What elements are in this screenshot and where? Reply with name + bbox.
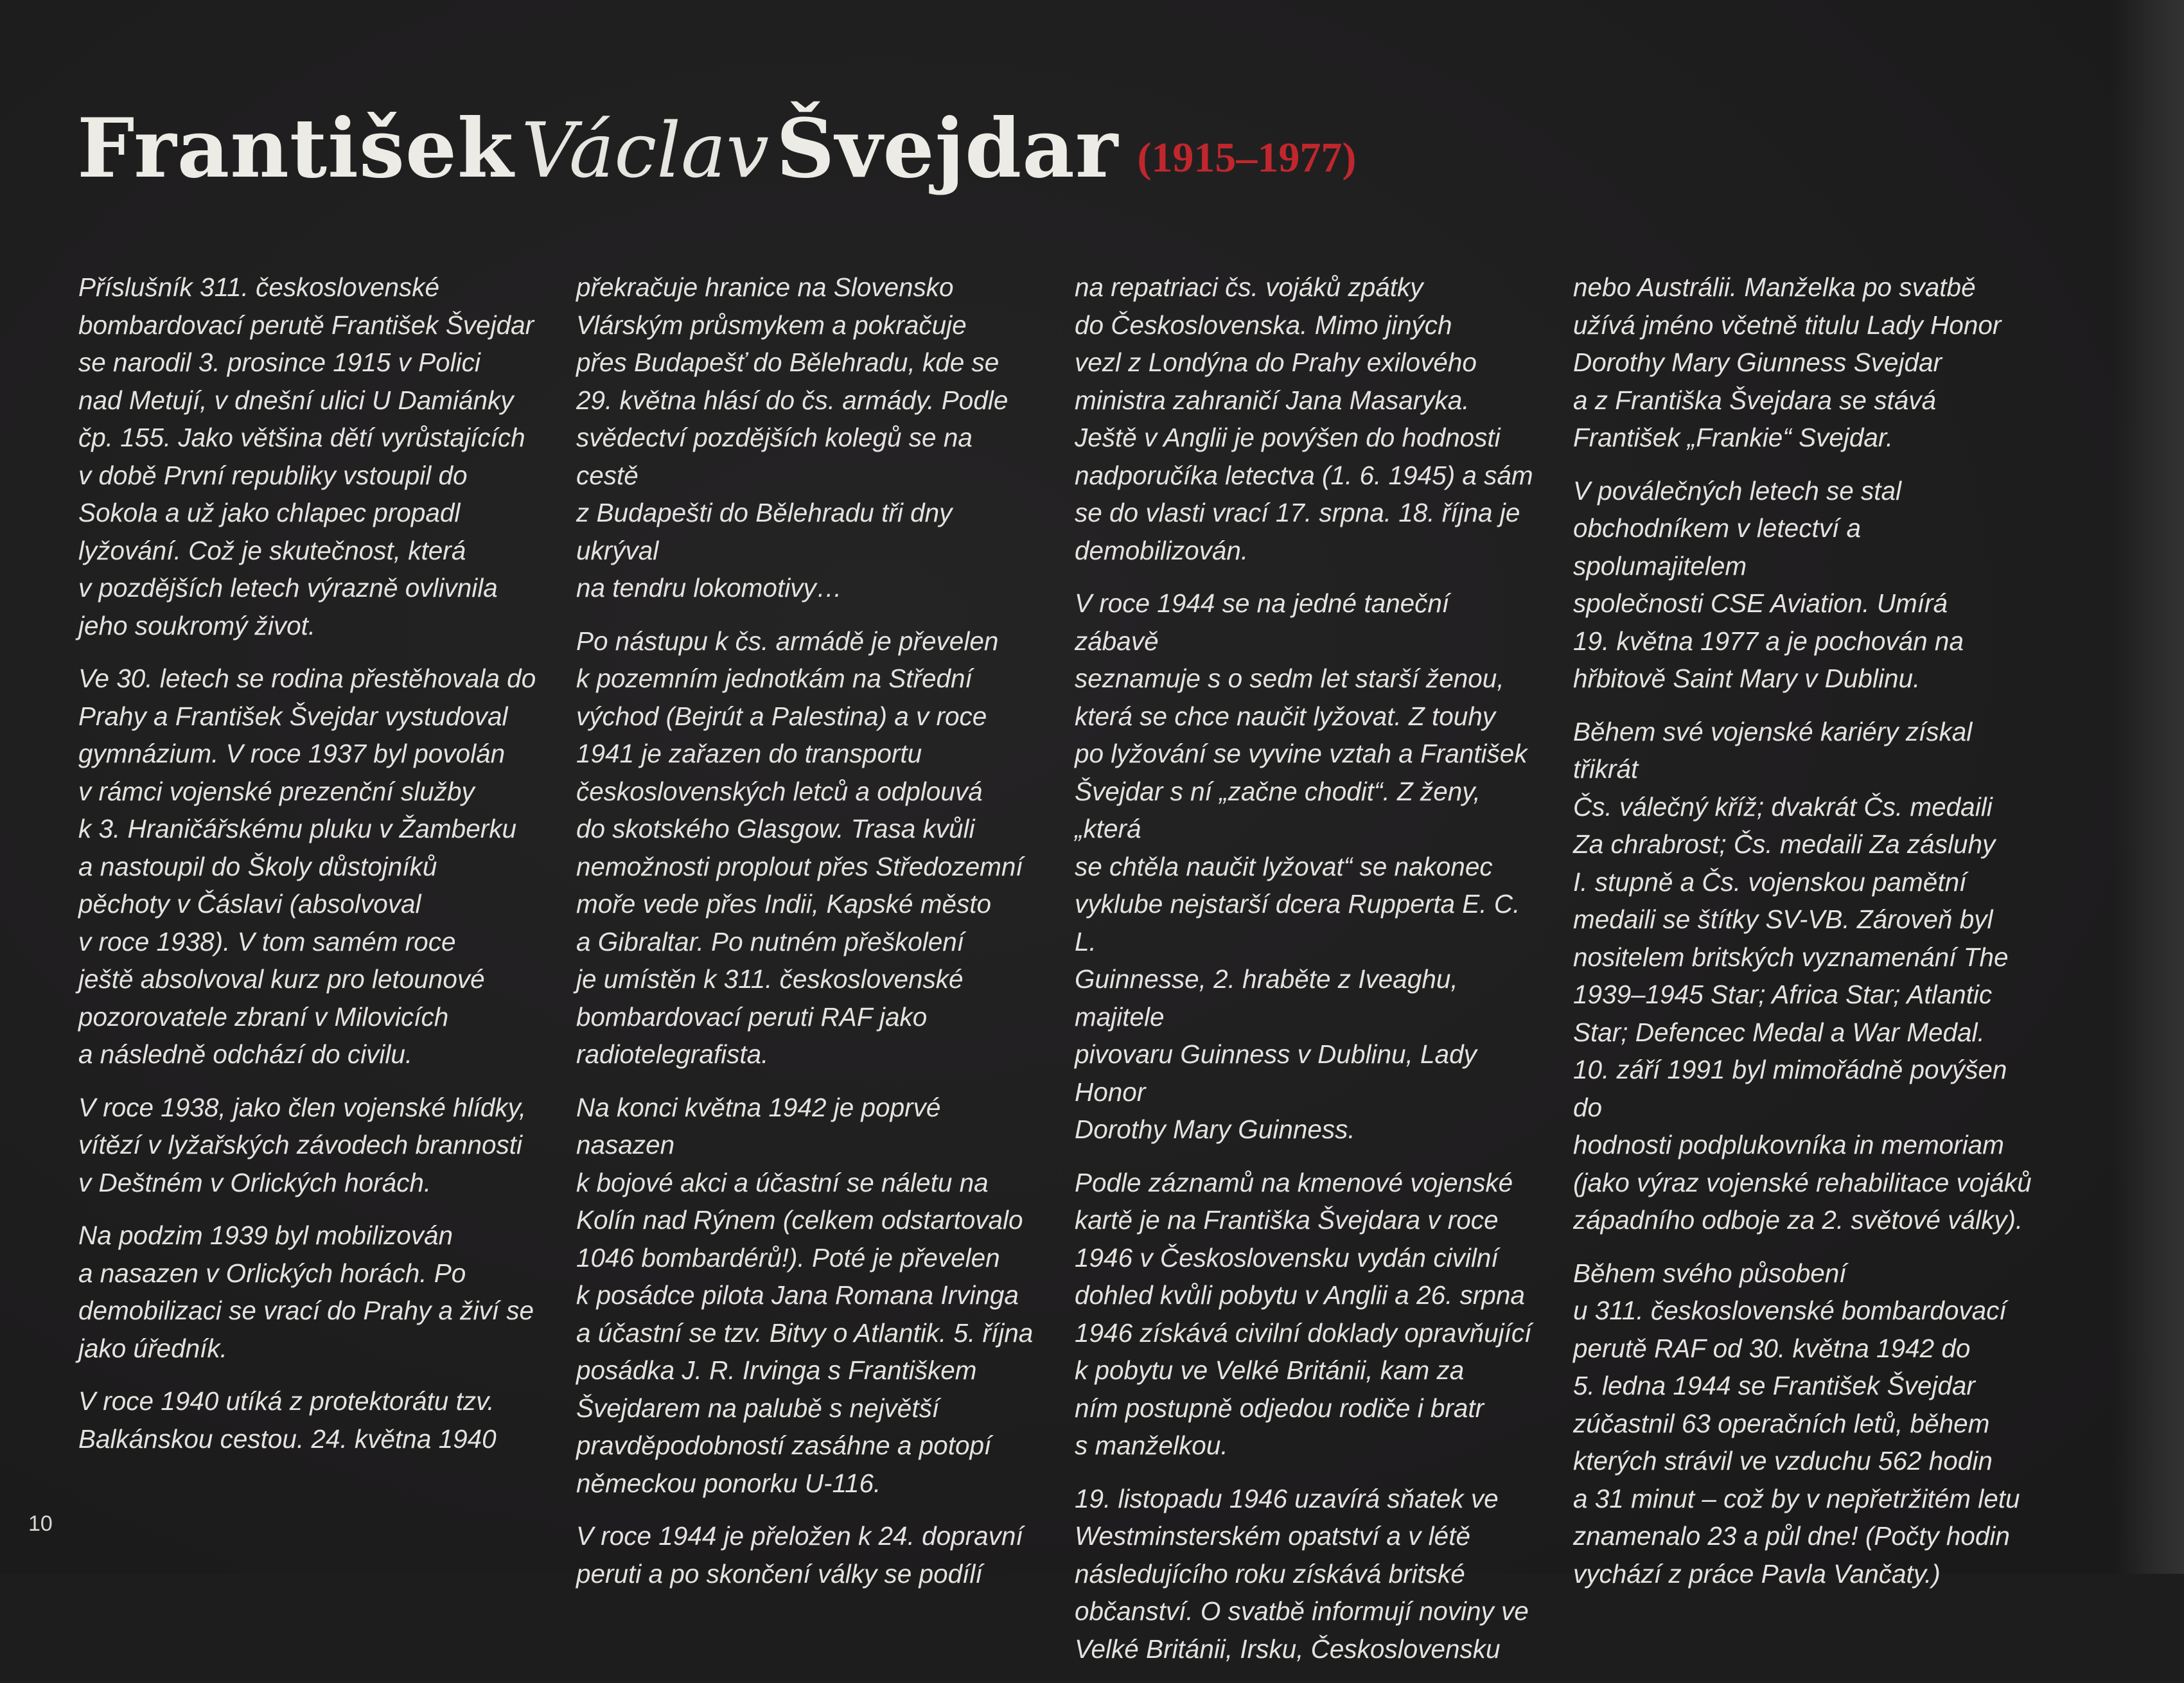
title-middle-name: Václav xyxy=(521,106,770,195)
paragraph: na repatriaci čs. vojáků zpátky do Československa. Mimo jiných vezl z Londýna do Prahy exilového ministra zahraničí Jana Masaryka. Ještě v Anglii je povýšen do hodnosti nadporučíka letectva (1. 6. 1945) a sám se do vlasti vrací 17. srpna. 18. října je demobilizován. xyxy=(1075,272,1533,565)
paragraph: 19. listopadu 1946 uzavírá sňatek ve Westminsterském opatství a v létě následujícího roku získává britské občanství. O svatbě informují noviny ve Velké Británii, Irsku, Československu xyxy=(1075,1483,1529,1664)
page-edge-shadow xyxy=(2113,0,2184,1574)
paragraph: Podle záznamů na kmenové vojenské kartě je na Františka Švejdara v roce 1946 v Československu vydán civilní dohled kvůli pobytu v Anglii a 26. srpna 1946 získává civilní doklady opravňující k pobytu ve Velké Británii, kam za ním postupně odjedou rodiče i bratr s manželkou. xyxy=(1075,1167,1532,1460)
paragraph: překračuje hranice na Slovensko Vlárským průsmykem a pokračuje přes Budapešť do Bělehradu, kde se 29. května hlásí do čs. armády. Podle svědectví pozdějších kolegů se na cestě z Budapešti do Bělehradu tři dny ukrýval na tendru lokomotivy… xyxy=(576,272,1008,603)
text-column-3 xyxy=(1075,269,1537,1683)
title-first-name: František xyxy=(77,101,515,196)
paragraph: V roce 1940 utíká z protektorátu tzv. Balkánskou cestou. 24. května 1940 xyxy=(78,1386,497,1454)
paragraph: V roce 1938, jako člen vojenské hlídky, vítězí v lyžařských závodech brannosti v Deštném v Orlických horách. xyxy=(78,1092,527,1197)
page-number: 10 xyxy=(28,1511,53,1536)
page-title xyxy=(77,101,1357,196)
text-column-2 xyxy=(576,269,1039,1608)
paragraph: Během své vojenské kariéry získal třikrát Čs. válečný kříž; dvakrát Čs. medaili Za chrabrost; Čs. medaili Za zásluhy I. stupně a Čs. vojenskou pamětní medaili se štítky SV-VB. Zároveň byl nositelem britských vyznamenání The 1939–1945 Star; Africa Star; Atlantic Star; Defencec Medal a War Medal. 10. září 1991 byl mimořádně povýšen do hodnosti podplukovníka in memoriam (jako výraz vojenské rehabilitace vojáků západního odboje za 2. světové války). xyxy=(1573,716,2032,1235)
title-years: (1915–1977) xyxy=(1137,134,1357,181)
paragraph: Na konci května 1942 je poprvé nasazen k bojové akci a účastní se náletu na Kolín nad Rýnem (celkem odstartovalo 1046 bombardérů!). Poté je převelen k posádce pilota Jana Romana Irvinga a účastní se tzv. Bitvy o Atlantik. 5. října posádka J. R. Irvinga s Františkem Švejdarem na palubě s největší pravděpodobností zasáhne a potopí německou ponorku U-116. xyxy=(576,1092,1034,1498)
paragraph: Ve 30. letech se rodina přestěhovala do Prahy a František Švejdar vystudoval gymnázium. V roce 1937 byl povolán v rámci vojenské prezenční služby k 3. Hraničářskému pluku v Žamberku a nastoupil do Školy důstojníků pěchoty v Čáslavi (absolvoval v roce 1938). V tom samém roce ještě absolvoval kurz pro letounové pozorovatele zbraní v Milovicích a následně odchází do civilu. xyxy=(78,664,536,1069)
text-column-1 xyxy=(78,269,541,1473)
paragraph: Během svého působení u 311. československé bombardovací perutě RAF od 30. května 1942 do 5. ledna 1944 se František Švejdar zúčastnil 63 operačních letů, během kterých strávil ve vzduchu 562 hodin a 31 minut – což by v nepřetržitém letu znamenalo 23 a půl dne! (Počty hodin vychází z práce Pavla Vančaty.) xyxy=(1573,1258,2020,1589)
text-column-4 xyxy=(1573,269,2036,1608)
paragraph: V roce 1944 se na jedné taneční zábavě seznamuje s o sedm let starší ženou, která se chce naučit lyžovat. Z touhy po lyžování se vyvine vztah a František Švejdar s ní „začne chodit“. Z ženy, „která se chtěla naučit lyžovat“ se nakonec vyklube nejstarší dcera Rupperta E. C. L. Guinnesse, 2. hraběte z Iveaghu, majitele pivovaru Guinness v Dublinu, Lady Honor Dorothy Mary Guinness. xyxy=(1075,588,1528,1144)
paragraph: Po nástupu k čs. armádě je převelen k pozemním jednotkám na Střední východ (Bejrút a Palestina) a v roce 1941 je zařazen do transportu československých letců a odplouvá do skotského Glasgow. Trasa kvůli nemožnosti proplout přes Středozemní moře vede přes Indii, Kapské město a Gibraltar. Po nutném přeškolení je umístěn k 311. československé bombardovací peruti RAF jako radiotelegrafista. xyxy=(576,626,1023,1069)
paragraph: Na podzim 1939 byl mobilizován a nasazen v Orlických horách. Po demobilizaci se vrací do Prahy a živí se jako úředník. xyxy=(78,1220,534,1363)
paragraph: V roce 1944 je přeložen k 24. dopravní peruti a po skončení války se podílí xyxy=(576,1521,1023,1589)
paragraph: Příslušník 311. československé bombardovací perutě František Švejdar se narodil 3. prosince 1915 v Polici nad Metují, v dnešní ulici U Damiánky čp. 155. Jako většina dětí vyrůstajících v době První republiky vstoupil do Sokola a už jako chlapec propadl lyžování. Což je skutečnost, která v pozdějších letech výrazně ovlivnila jeho soukromý život. xyxy=(78,272,534,640)
paragraph: nebo Austrálii. Manželka po svatbě užívá jméno včetně titulu Lady Honor Dorothy Mary Giunness Svejdar a z Františka Švejdara se stává František „Frankie“ Svejdar. xyxy=(1573,272,2002,452)
title-last-name: Švejdar xyxy=(776,101,1119,196)
paragraph: V poválečných letech se stal obchodníkem v letectví a spolumajitelem společnosti CSE Aviation. Umírá 19. května 1977 a je pochován na hřbitově Saint Mary v Dublinu. xyxy=(1573,475,1964,693)
